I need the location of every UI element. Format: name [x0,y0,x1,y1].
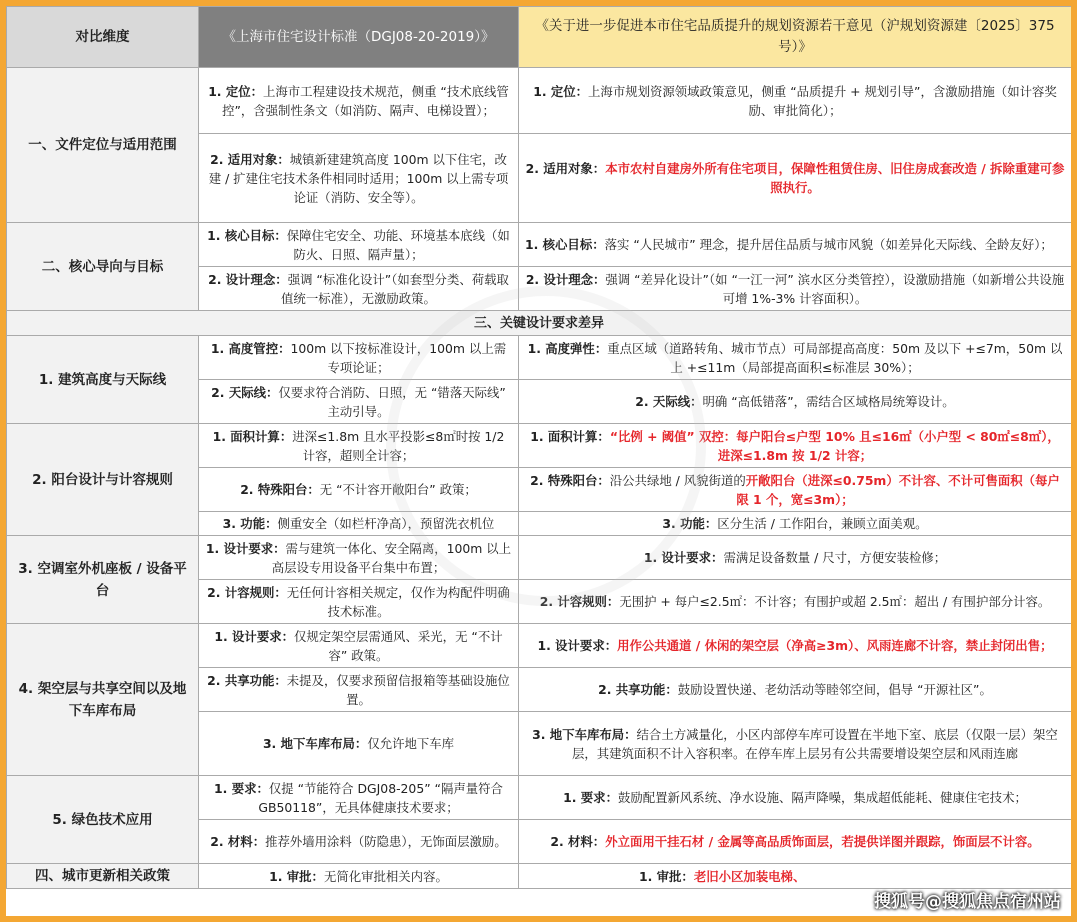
header-opinion: 《关于进一步促进本市住宅品质提升的规划资源若干意见（沪规划资源建〔2025〕375号）》 [519,7,1072,68]
opinion-cell: 2. 计容规则：无围护 + 每户≤2.5㎡：不计容；有围护或超 2.5㎡：超出 / 有围护部分计容。 [519,580,1072,624]
table-row [7,776,1072,820]
header-dimension: 对比维度 [7,7,199,68]
dimension-cell: 四、城市更新相关政策 [7,864,199,889]
dimension-cell: 二、核心导向与目标 [7,223,199,311]
table-row [7,864,1072,889]
dimension-cell: 一、文件定位与适用范围 [7,68,199,223]
standard-cell: 1. 设计要求：仅规定架空层需通风、采光，无 “不计容” 政策。 [199,624,519,668]
standard-cell: 2. 天际线：仅要求符合消防、日照，无 “错落天际线” 主动引导。 [199,380,519,424]
opinion-cell: 2. 材料：外立面用干挂石材 / 金属等高品质饰面层，若提供详图并跟踪，饰面层不计容。 [519,820,1072,864]
standard-cell: 2. 特殊阳台：无 “不计容开敞阳台” 政策； [199,468,519,512]
source-watermark: 搜狐号@搜狐焦点宿州站 [874,892,1061,912]
section-title: 三、关键设计要求差异 [7,311,1072,336]
table-row [7,68,1072,134]
opinion-cell: 2. 特殊阳台：沿公共绿地 / 风貌街道的开敞阳台（进深≤0.75m）不计容、不计可售面积（每户限 1 个，宽≤3m）； [519,468,1072,512]
standard-cell: 1. 设计要求：需与建筑一体化、安全隔离，100m 以上高层设专用设备平台集中布置； [199,536,519,580]
opinion-cell: 2. 适用对象：本市农村自建房外所有住宅项目，保障性租赁住房、旧住房成套改造 / 拆除重建可参照执行。 [519,134,1072,223]
standard-cell: 3. 地下车库布局：仅允许地下车库 [199,712,519,776]
standard-cell: 1. 面积计算：进深≤1.8m 且水平投影≤8㎡时按 1/2 计容，超则全计容； [199,424,519,468]
opinion-cell: 2. 设计理念：强调 “差异化设计”（如 “一江一河” 滨水区分类管控），设激励措施（如新增公共设施可增 1%-3% 计容面积）。 [519,267,1072,311]
opinion-cell: 1. 核心目标：落实 “人民城市” 理念，提升居住品质与城市风貌（如差异化天际线、全龄友好）； [519,223,1072,267]
opinion-cell: 1. 要求：鼓励配置新风系统、净水设施、隔声降噪，集成超低能耗、健康住宅技术； [519,776,1072,820]
table-row [7,536,1072,580]
standard-cell: 1. 定位：上海市工程建设技术规范，侧重 “技术底线管控”，含强制性条文（如消防、隔声、电梯设置）； [199,68,519,134]
standard-cell: 3. 功能：侧重安全（如栏杆净高），预留洗衣机位 [199,512,519,536]
header-row [7,7,1072,68]
dimension-cell: 1. 建筑高度与天际线 [7,336,199,424]
standard-cell: 2. 计容规则：无任何计容相关规定，仅作为构配件明确技术标准。 [199,580,519,624]
dimension-cell: 2. 阳台设计与计容规则 [7,424,199,536]
opinion-cell: 1. 设计要求：用作公共通道 / 休闲的架空层（净高≥3m）、风雨连廊不计容，禁止封闭出售； [519,624,1072,668]
dimension-cell: 5. 绿色技术应用 [7,776,199,864]
opinion-cell: 1. 定位：上海市规划资源领域政策意见，侧重 “品质提升 + 规划引导”，含激励措施（如计容奖励、审批简化）； [519,68,1072,134]
table-row [7,336,1072,380]
opinion-cell: 2. 天际线：明确 “高低错落”，需结合区域格局统筹设计。 [519,380,1072,424]
standard-cell: 2. 适用对象：城镇新建建筑高度 100m 以下住宅，改建 / 扩建住宅技术条件相同时适用；100m 以上需专项论证（消防、安全等）。 [199,134,519,223]
standard-cell: 1. 要求：仅提 “节能符合 DGJ08-205” “隔声量符合 GB50118”，无具体健康技术要求； [199,776,519,820]
standard-cell: 2. 材料：推荐外墙用涂料（防隐患），无饰面层激励。 [199,820,519,864]
table-row [7,424,1072,468]
standard-cell: 2. 共享功能：未提及，仅要求预留信报箱等基础设施位置。 [199,668,519,712]
standard-cell: 1. 审批：无简化审批相关内容。 [199,864,519,889]
dimension-cell: 3. 空调室外机座板 / 设备平台 [7,536,199,624]
opinion-cell: 1. 高度弹性：重点区域（道路转角、城市节点）可局部提高高度：50m 及以下 +≤7m，50m 以上 +≤11m（局部提高面积≤标准层 30%）； [519,336,1072,380]
dimension-cell: 4. 架空层与共享空间以及地下车库布局 [7,624,199,776]
section-title-row [7,311,1072,336]
comparison-table [6,6,1071,889]
opinion-cell: 1. 审批：老旧小区加装电梯、 [519,864,1072,889]
comparison-document [6,6,1071,916]
opinion-cell: 1. 设计要求：需满足设备数量 / 尺寸，方便安装检修； [519,536,1072,580]
standard-cell: 2. 设计理念：强调 “标准化设计”（如套型分类、荷载取值统一标准），无激励政策。 [199,267,519,311]
opinion-cell: 3. 功能：区分生活 / 工作阳台，兼顾立面美观。 [519,512,1072,536]
opinion-cell: 1. 面积计算：“比例 + 阈值” 双控：每户阳台≤户型 10% 且≤16㎡（小户型 < 80㎡≤8㎡），进深≤1.8m 按 1/2 计容； [519,424,1072,468]
table-row [7,624,1072,668]
header-standard: 《上海市住宅设计标准（DGJ08-20-2019）》 [199,7,519,68]
standard-cell: 1. 核心目标：保障住宅安全、功能、环境基本底线（如防火、日照、隔声量）； [199,223,519,267]
opinion-cell: 2. 共享功能：鼓励设置快递、老幼活动等睦邻空间，倡导 “开源社区”。 [519,668,1072,712]
table-row [7,223,1072,267]
standard-cell: 1. 高度管控：100m 以下按标准设计，100m 以上需专项论证； [199,336,519,380]
opinion-cell: 3. 地下车库布局：结合土方减量化，小区内部停车库可设置在半地下室、底层（仅限一层）架空层，其建筑面积不计入容积率。在停车库上层另有公共需要增设架空层和风雨连廊 [519,712,1072,776]
